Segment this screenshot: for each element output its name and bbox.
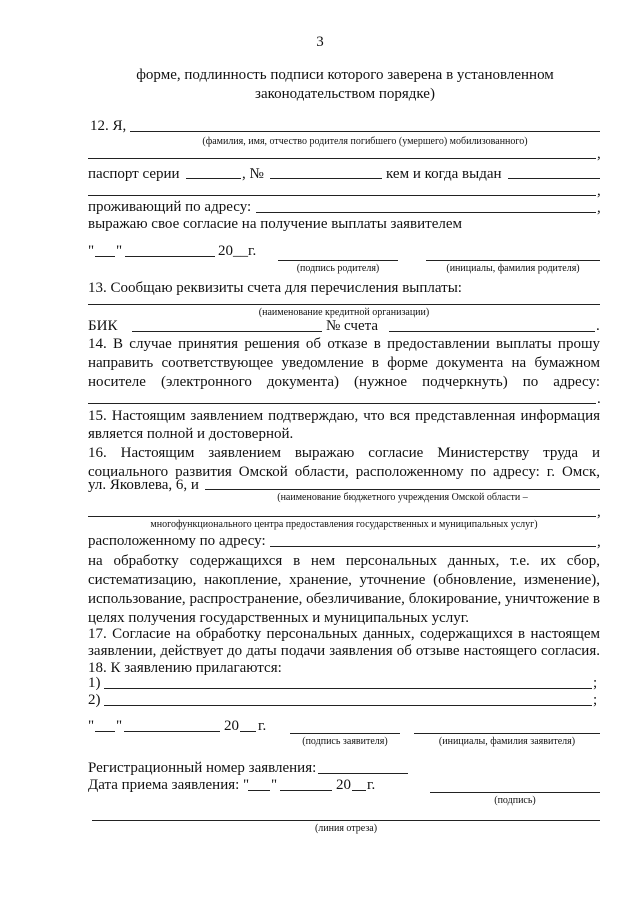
bik-label: БИК xyxy=(88,318,118,334)
parent-date-day-field[interactable] xyxy=(95,256,115,257)
reception-date-year: 20 xyxy=(336,777,351,793)
applicant-date-month-field[interactable] xyxy=(124,731,220,732)
residing-label: проживающий по адресу: xyxy=(88,199,252,215)
passport-issued-field[interactable] xyxy=(508,178,600,179)
attachment-1-field[interactable] xyxy=(104,688,592,689)
account-field[interactable] xyxy=(389,331,595,332)
parent-address-field[interactable] xyxy=(256,212,596,213)
parent-date-year: 20__г. xyxy=(218,243,257,259)
period: . xyxy=(597,391,601,407)
reception-date-year-field[interactable] xyxy=(352,790,366,791)
reception-date-day-field[interactable] xyxy=(248,790,270,791)
reception-date-month-field[interactable] xyxy=(280,790,332,791)
institution-caption-2: многофункционального центра предоставления государственных и муниципальных услуг) xyxy=(150,519,538,530)
passport-number-field[interactable] xyxy=(270,178,382,179)
institution-address-field[interactable] xyxy=(270,546,596,547)
bank-name-field[interactable] xyxy=(88,304,600,305)
parent-name-field[interactable] xyxy=(130,131,600,132)
bik-field[interactable] xyxy=(132,331,322,332)
attachment-1-label: 1) xyxy=(88,675,101,691)
quote: " xyxy=(88,243,95,259)
parent-date-month-field[interactable] xyxy=(125,256,215,257)
parent-initials-caption: (инициалы, фамилия родителя) xyxy=(446,263,580,274)
semicolon: ; xyxy=(593,692,598,708)
parent-signature-field[interactable] xyxy=(278,260,398,261)
passport-issued-label: кем и когда выдан xyxy=(386,166,502,182)
registration-number-label: Регистрационный номер заявления: xyxy=(88,760,317,776)
located-label: расположенному по адресу: xyxy=(88,533,266,549)
s16-para-3: использование, распространение, обезличивание, блокирование, уничтожение в xyxy=(88,591,600,607)
period: . xyxy=(596,318,600,334)
cut-line-caption: (линия отреза) xyxy=(314,823,378,834)
attachment-2-field[interactable] xyxy=(104,705,592,706)
notification-address-field[interactable] xyxy=(88,403,596,404)
registration-number-field[interactable] xyxy=(318,773,408,774)
quote: " xyxy=(271,777,278,793)
attachment-2-label: 2) xyxy=(88,692,101,708)
passport-series-label: паспорт серии xyxy=(88,166,180,182)
consent-text: выражаю свое согласие на получение выплаты заявителем xyxy=(88,216,462,232)
s14-line-2: направить соответствующее уведомление в форме документа на бумажном xyxy=(88,355,600,371)
s16-line-2: социального развития Омской области, расположенному по адресу: г. Омск, xyxy=(88,464,600,480)
intro-line-2: законодательством порядке) xyxy=(255,86,435,102)
applicant-date-year-field[interactable] xyxy=(240,731,256,732)
reception-signature-caption: (подпись) xyxy=(494,795,536,806)
s16-line-1: 16. Настоящим заявлением выражаю согласие Министерству труда и xyxy=(88,445,600,461)
comma: , xyxy=(597,504,601,520)
intro-line-1: форме, подлинность подписи которого заверена в установленном xyxy=(136,67,554,83)
bank-name-caption: (наименование кредитной организации) xyxy=(258,307,430,318)
passport-series-field[interactable] xyxy=(186,178,241,179)
quote: " xyxy=(116,718,123,734)
applicant-signature-field[interactable] xyxy=(290,733,400,734)
comma: , xyxy=(597,534,601,550)
s14-line-3: носителе (электронного документа) (нужное подчеркнуть) по адресу: xyxy=(88,374,600,390)
applicant-date-day-field[interactable] xyxy=(95,731,115,732)
s16-para-4: целях получения государственных и муниципальных услуг. xyxy=(88,610,469,626)
s17-line-2: заявлении, действует до даты подачи заявления об отзыве настоящего согласия. xyxy=(88,643,600,659)
s12-label: 12. Я, xyxy=(90,118,127,134)
s16-para-2: систематизацию, накопление, хранение, уточнение (обновление, изменение), xyxy=(88,572,600,588)
s15-line-1: 15. Настоящим заявлением подтверждаю, что вся представленная информация xyxy=(88,408,600,424)
institution-name-continuation-field[interactable] xyxy=(88,516,596,517)
s18-text: 18. К заявлению прилагаются: xyxy=(88,660,282,676)
institution-caption-1: (наименование бюджетного учреждения Омской области – xyxy=(277,492,528,503)
institution-name-field[interactable] xyxy=(205,489,600,490)
applicant-date-g: г. xyxy=(258,718,267,734)
applicant-date-year: 20 xyxy=(224,718,239,734)
parent-name-continuation-field[interactable] xyxy=(88,158,596,159)
reception-date-g: г. xyxy=(367,777,376,793)
comma: , xyxy=(597,183,601,199)
comma: , xyxy=(597,146,601,162)
comma: , xyxy=(597,200,601,216)
applicant-initials-field[interactable] xyxy=(414,733,600,734)
s16-line-3: ул. Яковлева, 6, и xyxy=(88,477,199,493)
reception-signature-field[interactable] xyxy=(430,792,600,793)
s17-line-1: 17. Согласие на обработку персональных данных, содержащихся в настоящем xyxy=(88,626,600,642)
parent-signature-caption: (подпись родителя) xyxy=(296,263,380,274)
account-label: № счета xyxy=(326,318,379,334)
applicant-initials-caption: (инициалы, фамилия заявителя) xyxy=(438,736,576,747)
s16-para-1: на обработку содержащихся в нем персональных данных, т.е. их сбор, xyxy=(88,553,600,569)
quote: " xyxy=(116,243,123,259)
cut-line xyxy=(92,820,600,821)
passport-number-label: , № xyxy=(242,166,264,182)
parent-initials-field[interactable] xyxy=(426,260,600,261)
parent-name-caption: (фамилия, имя, отчество родителя погибшего (умершего) мобилизованного) xyxy=(202,136,528,147)
s13-text: 13. Сообщаю реквизиты счета для перечисления выплаты: xyxy=(88,280,462,296)
quote: " xyxy=(88,718,95,734)
reception-date-label: Дата приема заявления: " xyxy=(88,777,250,793)
passport-issued-continuation-field[interactable] xyxy=(88,195,596,196)
s15-line-2: является полной и достоверной. xyxy=(88,426,294,442)
page-number: 3 xyxy=(316,34,324,50)
semicolon: ; xyxy=(593,675,598,691)
s14-line-1: 14. В случае принятия решения об отказе в предоставлении выплаты прошу xyxy=(88,336,600,352)
applicant-signature-caption: (подпись заявителя) xyxy=(302,736,388,747)
